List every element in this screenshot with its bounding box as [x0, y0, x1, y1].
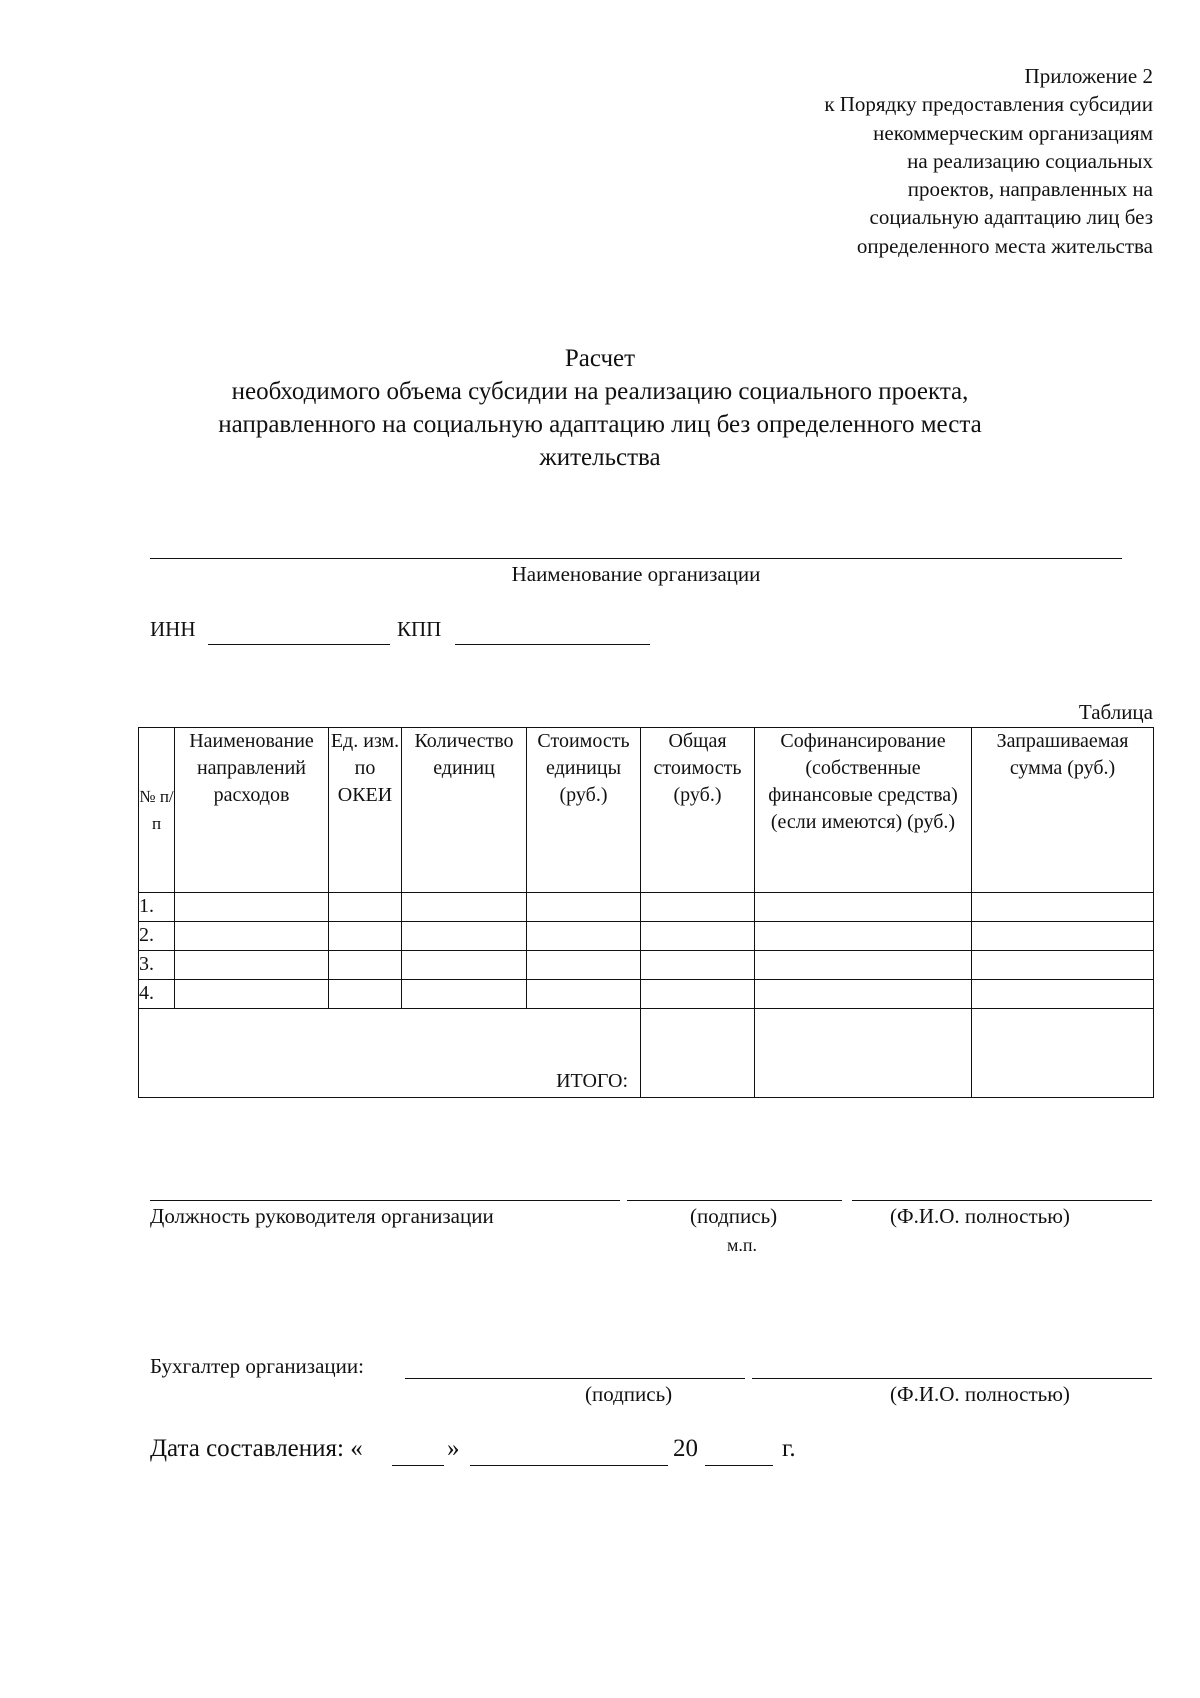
date-month-field[interactable]: [470, 1465, 668, 1466]
header-number-text: № п/п: [139, 787, 174, 833]
stamp-place-label: м.п.: [727, 1235, 758, 1255]
table-cell[interactable]: [329, 893, 402, 922]
header-quantity-text: Количество единиц: [414, 730, 514, 779]
title-line: жительства: [539, 444, 661, 471]
accountant-label: Бухгалтер организации:: [150, 1354, 364, 1378]
table-cell[interactable]: [329, 951, 402, 980]
table-cell[interactable]: [972, 980, 1154, 1009]
table-cell[interactable]: [402, 922, 527, 951]
table-cell[interactable]: [641, 980, 755, 1009]
table-cell[interactable]: [329, 922, 402, 951]
table-row: [139, 951, 1154, 980]
inn-field[interactable]: [208, 644, 390, 645]
appendix-header: [593, 62, 1153, 260]
header-expense-direction-text: Наименование направлений расходов: [189, 730, 314, 806]
director-fio-label: (Ф.И.О. полностью): [890, 1204, 1070, 1228]
table-cell[interactable]: [527, 893, 641, 922]
table-cell[interactable]: [755, 951, 972, 980]
director-position-label: Должность руководителя организации: [150, 1204, 494, 1228]
total-cofinancing-cell[interactable]: [755, 1009, 972, 1098]
accountant-signature-label: (подпись): [585, 1382, 673, 1406]
header-total-cost-text: Общая стоимость (руб.): [653, 730, 742, 806]
appendix-line: социальную адаптацию лиц без: [869, 205, 1153, 230]
date-close-quote: »: [447, 1435, 460, 1462]
table-caption: Таблица: [1078, 700, 1153, 724]
table-cell[interactable]: [527, 922, 641, 951]
header-cofinancing: [755, 728, 972, 893]
table-row: [139, 980, 1154, 1009]
title-line: направленного на социальную адаптацию лиц без определенного места: [218, 411, 982, 438]
table-cell[interactable]: [175, 893, 329, 922]
table-cell[interactable]: [402, 893, 527, 922]
table-cell[interactable]: [972, 922, 1154, 951]
appendix-line: некоммерческим организациям: [873, 120, 1153, 145]
title-line: необходимого объема субсидии на реализацию социального проекта,: [231, 378, 969, 405]
kpp-label: КПП: [397, 617, 442, 641]
appendix-line: определенного места жительства: [856, 233, 1153, 258]
table-cell[interactable]: [527, 951, 641, 980]
table-cell[interactable]: [972, 893, 1154, 922]
date-year-prefix: 20: [673, 1435, 698, 1462]
org-name-line[interactable]: [150, 558, 1122, 559]
header-quantity: [402, 728, 527, 893]
header-cofinancing-text: Софинансирование (собственные финансовые средства) (если имеются) (руб.): [768, 730, 958, 833]
header-unit: [329, 728, 402, 893]
table-cell[interactable]: [641, 893, 755, 922]
table-row: [139, 893, 1154, 922]
table-cell[interactable]: [755, 980, 972, 1009]
director-signature-line[interactable]: [627, 1200, 842, 1201]
inn-label: ИНН: [150, 617, 196, 641]
date-day-field[interactable]: [392, 1465, 444, 1466]
appendix-line: на реализацию социальных: [907, 148, 1153, 173]
date-label: Дата составления: «: [150, 1435, 363, 1462]
table-cell[interactable]: [175, 951, 329, 980]
table-cell[interactable]: [641, 922, 755, 951]
header-requested-sum-text: Запрашиваемая сумма (руб.): [996, 730, 1129, 779]
date-year-suffix: г.: [782, 1435, 796, 1462]
table-cell[interactable]: [755, 922, 972, 951]
row-number: 1.: [139, 893, 175, 922]
header-requested-sum: [972, 728, 1154, 893]
table-cell[interactable]: [972, 951, 1154, 980]
kpp-field[interactable]: [455, 644, 650, 645]
total-label: ИТОГО:: [139, 1009, 641, 1098]
calculation-table: [138, 727, 1154, 1098]
table-cell[interactable]: [175, 980, 329, 1009]
table-cell[interactable]: [402, 951, 527, 980]
accountant-signature-line[interactable]: [405, 1378, 745, 1379]
table-row: [139, 922, 1154, 951]
table-cell[interactable]: [755, 893, 972, 922]
row-number: 3.: [139, 951, 175, 980]
title-line: Расчет: [564, 345, 636, 372]
table-cell[interactable]: [402, 980, 527, 1009]
total-requested-cell[interactable]: [972, 1009, 1154, 1098]
director-fio-line[interactable]: [852, 1200, 1152, 1201]
appendix-line: Приложение 2: [1024, 64, 1153, 88]
row-number: 2.: [139, 922, 175, 951]
row-number: 4.: [139, 980, 175, 1009]
table-cell[interactable]: [641, 951, 755, 980]
total-row: [139, 1009, 1154, 1098]
director-position-line[interactable]: [150, 1200, 620, 1201]
appendix-line: проектов, направленных на: [907, 177, 1153, 202]
table-cell[interactable]: [329, 980, 402, 1009]
table-cell[interactable]: [527, 980, 641, 1009]
org-name-caption: Наименование организации: [511, 562, 761, 586]
appendix-line: к Порядку предоставления субсидии: [824, 92, 1153, 117]
total-cost-cell[interactable]: [641, 1009, 755, 1098]
accountant-fio-line[interactable]: [752, 1378, 1152, 1379]
header-unit-cost-text: Стоимость единицы (руб.): [537, 730, 630, 806]
table-header-row: [139, 728, 1154, 893]
document-title: [150, 342, 1050, 474]
header-expense-direction: [175, 728, 329, 893]
accountant-fio-label: (Ф.И.О. полностью): [890, 1382, 1070, 1406]
director-signature-label: (подпись): [690, 1204, 778, 1228]
header-number: [139, 728, 175, 893]
header-unit-cost: [527, 728, 641, 893]
header-total-cost: [641, 728, 755, 893]
table-cell[interactable]: [175, 922, 329, 951]
date-year-field[interactable]: [705, 1465, 773, 1466]
header-unit-text: Ед. изм. по ОКЕИ: [330, 730, 400, 806]
